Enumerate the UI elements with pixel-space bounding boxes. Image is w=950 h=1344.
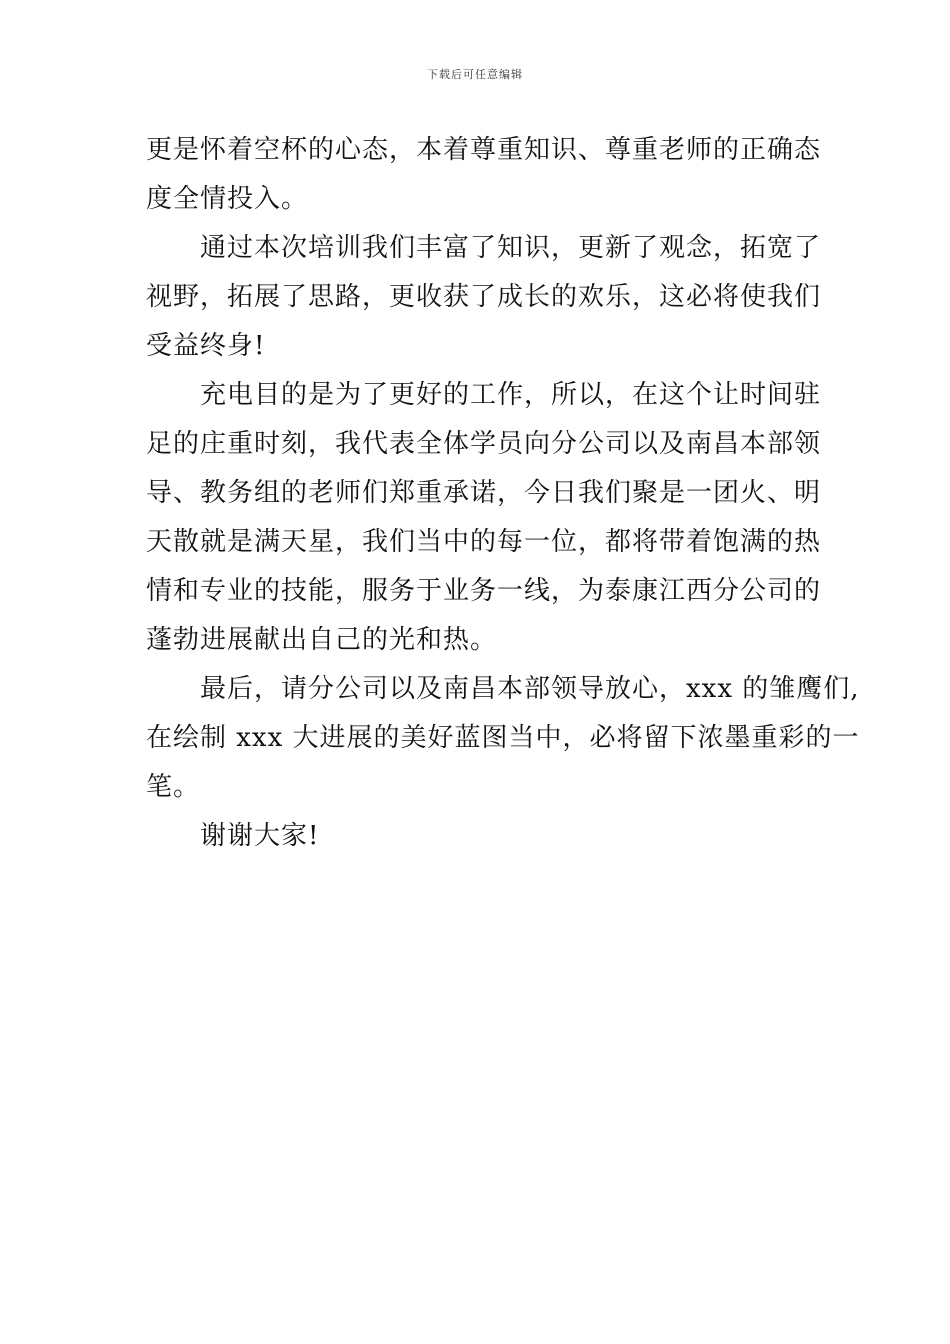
paragraph-line: 度全情投入。 xyxy=(146,184,309,214)
paragraph-line: 天散就是满天星，我们当中的每一位，都将带着饱满的热 xyxy=(146,527,822,557)
paragraph-line: 受益终身! xyxy=(146,331,266,361)
paragraph-line: 情和专业的技能，服务于业务一线，为泰康江西分公司的 xyxy=(146,576,822,606)
paragraph-line: 充电目的是为了更好的工作，所以，在这个让时间驻 xyxy=(200,380,822,410)
paragraph-line: 通过本次培训我们丰富了知识，更新了观念，拓宽了 xyxy=(200,233,822,263)
paragraph-line: 视野，拓展了思路，更收获了成长的欢乐，这必将使我们 xyxy=(146,282,822,312)
paragraph-line: 在绘制 xxx 大进展的美好蓝图当中，必将留下浓墨重彩的一 xyxy=(146,723,860,753)
paragraph-line: 足的庄重时刻，我代表全体学员向分公司以及南昌本部领 xyxy=(146,429,822,459)
paragraph-line: 更是怀着空杯的心态，本着尊重知识、尊重老师的正确态 xyxy=(146,135,822,165)
paragraph-line: 蓬勃进展献出自己的光和热。 xyxy=(146,625,498,655)
paragraph-line: 导、教务组的老师们郑重承诺，今日我们聚是一团火、明 xyxy=(146,478,822,508)
document-body xyxy=(146,126,860,861)
paragraph-line: 笔。 xyxy=(146,772,201,802)
paragraph-line: 最后，请分公司以及南昌本部领导放心，xxx 的雏鹰们, xyxy=(200,674,860,704)
closing-line: 谢谢大家! xyxy=(200,821,320,851)
page-header-note: 下载后可任意编辑 xyxy=(427,68,523,81)
